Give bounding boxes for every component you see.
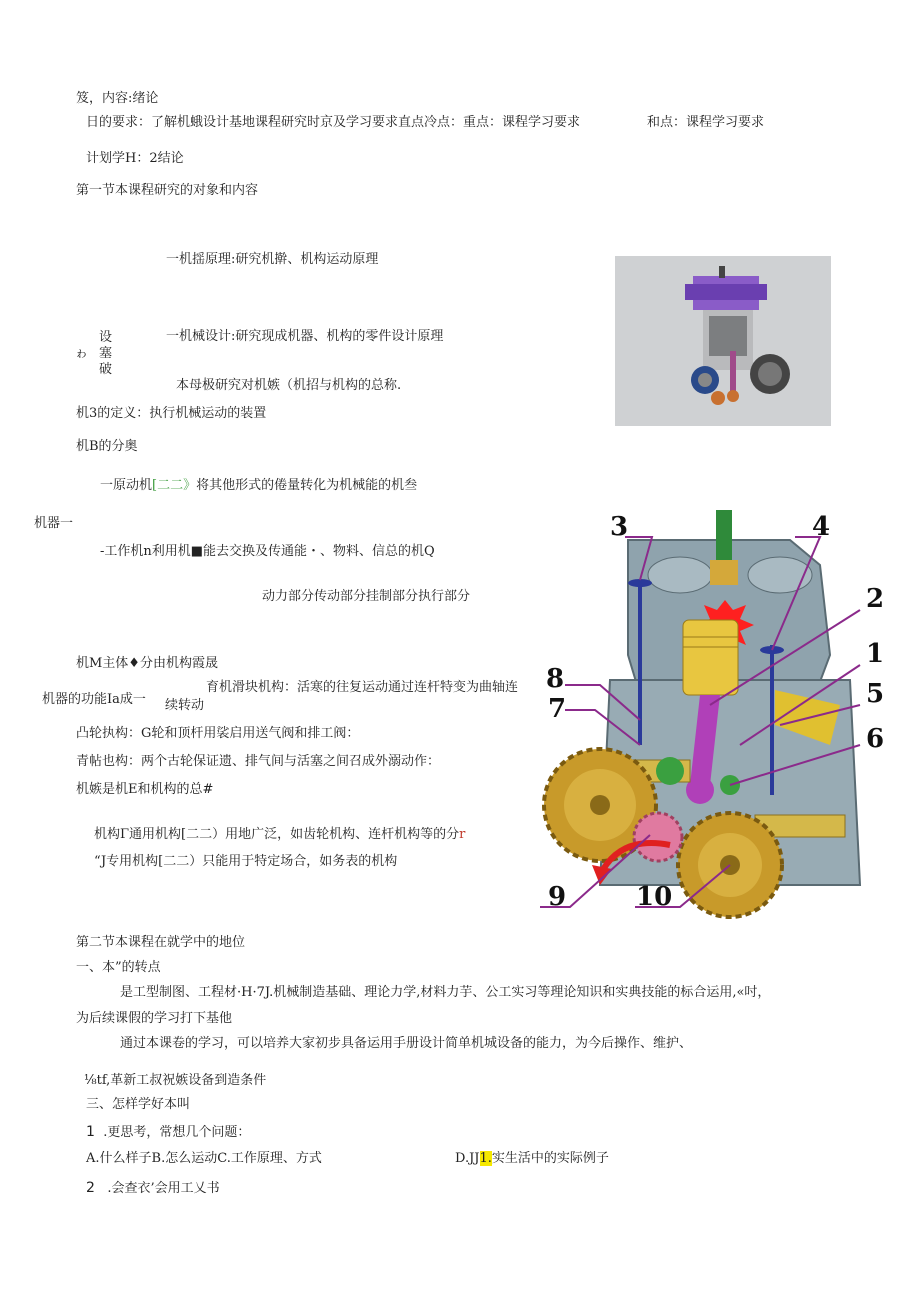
machine-body: 机M主体♦分由机构霞晟 bbox=[76, 656, 218, 671]
question-2: 2 .会查衣’会用工乂书 bbox=[86, 1180, 220, 1196]
diagram-label-9: 9 bbox=[548, 882, 567, 912]
item-course-object: 本母极研究对机嫉（机招与机构的总称. bbox=[176, 378, 402, 393]
diagram-label-1: 1 bbox=[866, 639, 885, 669]
section2-para1: 是工型制图、工程材·H·7J.机械制造基础、理论力学,材料力芋、公工实习等理论知识和实典技能的标合运用,«吋， bbox=[120, 985, 771, 1000]
header-topic: 笈，内容:绪论 bbox=[76, 91, 159, 106]
header-objectives: 日的要求：了解机蛾设计基地课程研究时京及学习要求直点冷点：重点：课程学习要求 bbox=[86, 115, 581, 130]
header-difficulty: 和点：课程学习要求 bbox=[647, 115, 765, 130]
engine-mechanism-diagram bbox=[540, 505, 910, 925]
machine-function: 机器的功能Ia成一 bbox=[42, 692, 146, 707]
diagram-label-6: 6 bbox=[866, 724, 885, 754]
crank-slider-mechanism: 育机滑块机构：活寒的往复运动通过连杆特变为曲轴连 bbox=[206, 680, 519, 695]
section2-para3: ⅛tf,革新工叔祝嫉设备到造条件 bbox=[84, 1073, 267, 1088]
cam-mechanism: 凸轮执构：G轮和顶杆用裟启用送气阀和排工阀： bbox=[76, 726, 360, 741]
section2-sub3: 三、怎样学好本叫 bbox=[86, 1097, 191, 1112]
section2-title: 第二节本课程在就学中的地位 bbox=[76, 935, 246, 950]
machine-parts: 动力部分传动部分挂制部分执行部分 bbox=[262, 589, 471, 604]
engine-photo bbox=[615, 256, 831, 426]
general-mechanism: 机构Γ通用机构[二二）用地广泛，如齿轮机构、连杆机构等的分r bbox=[94, 827, 466, 842]
section2-para1-cont: 为后续课假的学习打下基他 bbox=[76, 1011, 233, 1026]
question-1: 1 .更思考，常想几个问题： bbox=[86, 1124, 251, 1140]
diagram-label-8: 8 bbox=[546, 664, 565, 694]
item-mechanism-principle: 一机揺原理:研究机擀、机构运动原理 bbox=[166, 252, 379, 267]
section1-title: 第一节本课程研究的对象和内容 bbox=[76, 183, 259, 198]
question-1-options: A.什么样子B.怎么运动C.工作原理、方式 bbox=[86, 1151, 322, 1166]
crank-slider-cont: 续转动 bbox=[165, 698, 205, 713]
machinery-summary: 机嫉是机E和机构的总# bbox=[76, 782, 214, 797]
diagram-label-3: 3 bbox=[610, 512, 629, 542]
brace-mark: ゎ bbox=[75, 346, 89, 361]
diagram-label-10: 10 bbox=[636, 882, 673, 912]
prime-mover-line: 一原动机[二二》将其他形式的倦量转化为机械能的机叁 bbox=[100, 478, 418, 493]
header-hours: 计划学H：2结论 bbox=[86, 151, 184, 166]
question-1-option-d: D.JJ1.实生活中的实际例子 bbox=[455, 1151, 609, 1166]
diagram-label-5: 5 bbox=[866, 679, 885, 709]
machine-classification: 机B的分奥 bbox=[76, 439, 138, 454]
section2-sub1: 一、本”的转点 bbox=[76, 960, 161, 975]
item-machine-design: 一机械设计:研究现成机器、机构的零件设计原理 bbox=[166, 329, 444, 344]
vertical-label: 设塞破 bbox=[99, 330, 113, 377]
machine-brace-label: 机器一 bbox=[34, 516, 74, 531]
gear-mechanism: 青帖也构：两个古轮保证遗、排气间与活塞之间召成外溺动作： bbox=[76, 754, 441, 769]
diagram-label-2: 2 bbox=[866, 584, 885, 614]
diagram-label-4: 4 bbox=[812, 512, 831, 542]
special-mechanism: “J专用机构[二二）只能用于特定场合，如务表的机构 bbox=[94, 854, 398, 869]
machine-definition: 机3的定义：执行机械运动的装置 bbox=[76, 406, 267, 421]
working-machine-line: -工作机n利用机■能去交换及传通能・、物料、信总的机Q bbox=[100, 544, 435, 559]
diagram-label-7: 7 bbox=[548, 694, 567, 724]
section2-para2: 通过本课卷的学习，可以培养大家初步具备运用手册设计简单机城设备的能力，为今后操作、维护、 bbox=[120, 1036, 693, 1051]
